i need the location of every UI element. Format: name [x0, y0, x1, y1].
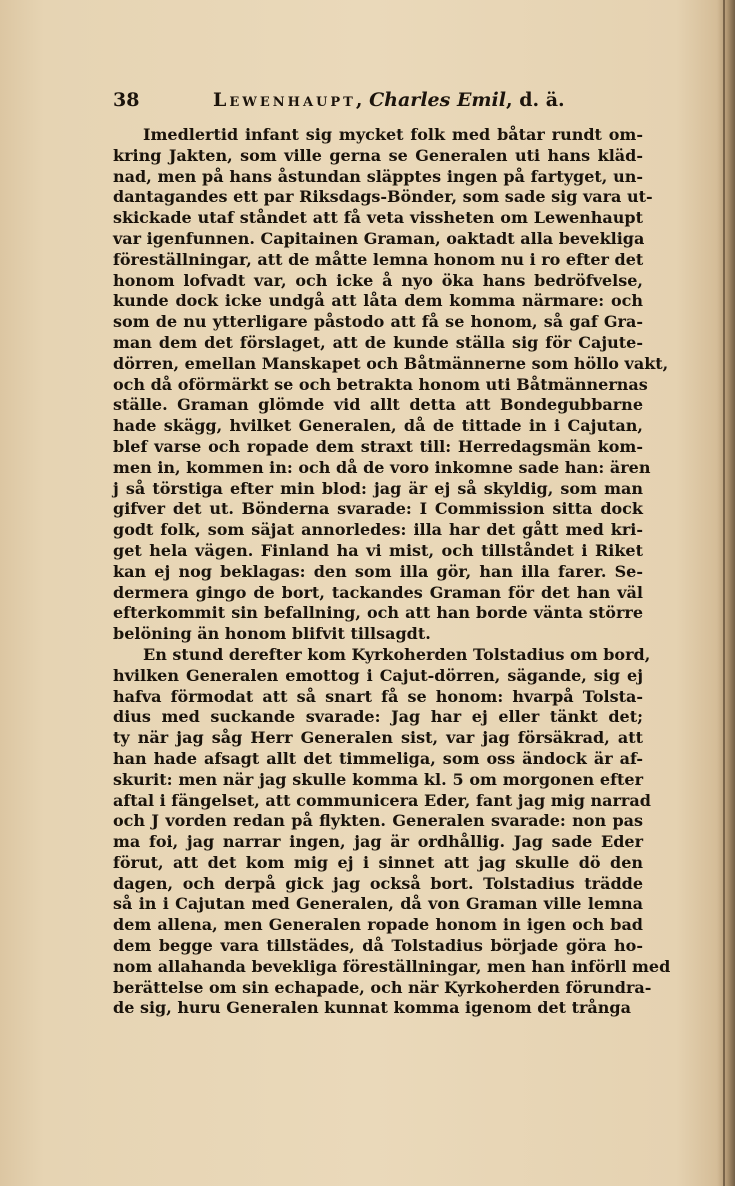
text-line: dantagandes ett par Riksdags-Bönder, som sade sig vara ut- [113, 187, 653, 207]
text-line: nom allahanda bevekliga föreställningar, men han införll med [113, 956, 671, 976]
text-line: kunde dock icke undgå att låta dem komma närmare: och [113, 291, 643, 311]
text-line: som de nu ytterligare påstodo att få se honom, så gaf Gra- [113, 312, 643, 332]
text-line: dius med suckande svarade: Jag har ej eller tänkt det; [113, 707, 643, 727]
text-line: blef varse och ropade dem straxt till: Herredagsmän kom- [113, 436, 643, 456]
text-line: En stund derefter kom Kyrkoherden Tolstadius om bord, [143, 644, 651, 664]
running-head-given-name: Charles Emil [369, 89, 506, 111]
text-line: skurit: men när jag skulle komma kl. 5 om morgonen efter [113, 769, 643, 789]
text-line: man dem det förslaget, att de kunde ställa sig för Cajute- [113, 332, 643, 352]
text-line: belöning än honom blifvit tillsagdt. [113, 624, 431, 644]
text-line: han hade afsagt allt det timmeliga, som oss ändock är af- [113, 748, 643, 768]
text-line: så in i Cajutan med Generalen, då von Graman ville lemna [113, 894, 643, 914]
text-line: hafva förmodat att så snart få se honom: hvarpå Tolsta- [113, 686, 643, 706]
text-line: godt folk, som säjat annorledes: illa har det gått med kri- [113, 520, 643, 540]
text-line: men in, kommen in: och då de voro inkomne sade han: ären [113, 457, 651, 477]
text-line: dermera gingo de bort, tackandes Graman för det han väl [113, 582, 643, 602]
text-line: dörren, emellan Manskapet och Båtmännerne som höllo vakt, [113, 353, 669, 373]
running-head: Lewenhaupt, Charles Emil, d. ä. [213, 89, 565, 111]
text-line: honom lofvadt var, och icke å nyo öka hans bedröfvelse, [113, 270, 643, 290]
text-line: dem allena, men Generalen ropade honom in igen och bad [113, 915, 643, 935]
text-line: ty när jag såg Herr Generalen sist, var jag försäkrad, att [113, 728, 643, 748]
text-line: de sig, huru Generalen kunnat komma igenom det trånga [113, 998, 631, 1018]
text-line: ställe. Graman glömde vid allt detta att Bondegubbarne [113, 395, 643, 415]
text-line: var igenfunnen. Capitainen Graman, oaktadt alla bevekliga [113, 228, 645, 248]
text-line: gifver det ut. Bönderna svarade: I Commission sitta dock [113, 499, 643, 519]
page-edge-shadow [717, 0, 735, 1186]
text-line: hade skägg, hvilket Generalen, då de tittade in i Cajutan, [113, 416, 643, 436]
text-line: och J vorden redan på flykten. Generalen svarade: non pas [113, 811, 643, 831]
text-line: kan ej nog beklagas: den som illa gör, han illa farer. Se- [113, 561, 643, 581]
page-edge-line [723, 0, 725, 1186]
text-line: efterkommit sin befallning, och att han borde vänta större [113, 603, 643, 623]
text-line: aftal i fängelset, att communicera Eder, fant jag mig narrad [113, 790, 651, 810]
running-head-suffix: d. ä. [519, 89, 565, 111]
text-line: dagen, och derpå gick jag också bort. Tolstadius trädde [113, 873, 643, 893]
text-line: kring Jakten, som ville gerna se Generalen uti hans kläd- [113, 145, 643, 165]
text-line: och då oförmärkt se och betrakta honom uti Båtmännernas [113, 374, 648, 394]
text-line: berättelse om sin echapade, och när Kyrkoherden förundra- [113, 977, 652, 997]
text-line: föreställningar, att de måtte lemna honom nu i ro efter det [113, 249, 644, 269]
text-line: Imedlertid infant sig mycket folk med båtar rundt om- [143, 125, 643, 144]
text-line: skickade utaf ståndet att få veta vissheten om Lewenhaupt [113, 208, 643, 228]
body-text [113, 125, 671, 1019]
text-line: get hela vägen. Finland ha vi mist, och tillståndet i Riket [113, 540, 643, 560]
page-number: 38 [113, 89, 140, 111]
text-line: hvilken Generalen emottog i Cajut-dörren, sägande, sig ej [113, 665, 643, 685]
page-header [113, 89, 643, 113]
text-line: förut, att det kom mig ej i sinnet att jag skulle dö den [113, 852, 643, 872]
text-line: dem begge vara tillstädes, då Tolstadius började göra ho- [113, 936, 643, 956]
text-line: ma foi, jag narrar ingen, jag är ordhållig. Jag sade Eder [113, 832, 643, 852]
text-line: j så törstiga efter min blod: jag är ej så skyldig, som man [113, 478, 643, 498]
text-line: nad, men på hans åstundan släpptes ingen på fartyget, un- [113, 166, 643, 186]
running-head-name: Lewenhaupt [213, 89, 356, 111]
